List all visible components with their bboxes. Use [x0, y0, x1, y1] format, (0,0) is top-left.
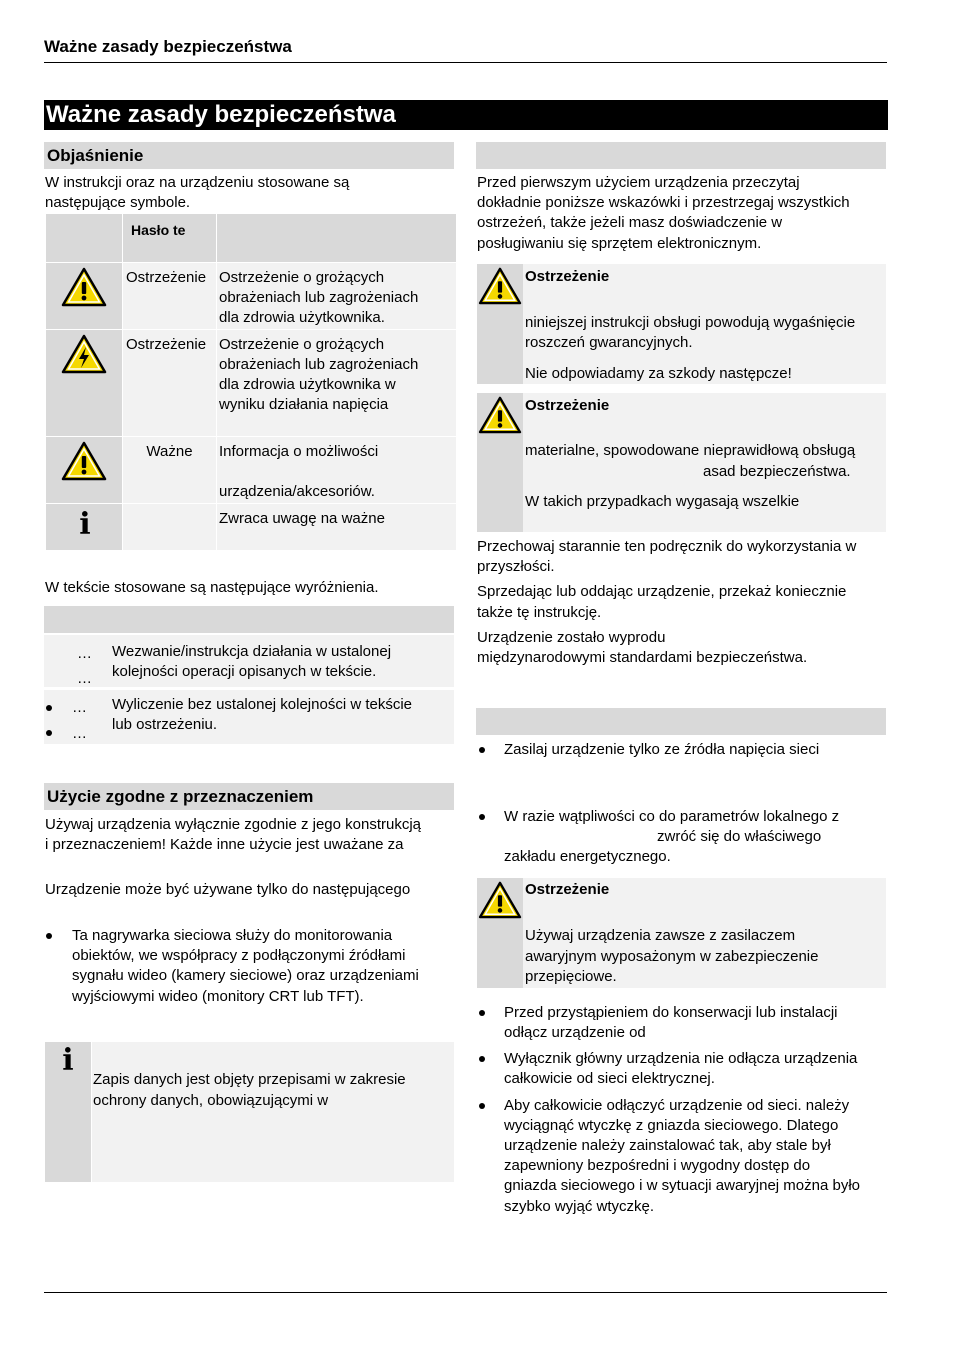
symbol-desc-1-c: dla zdrowia użytkownika.	[219, 309, 385, 326]
info-icon: i	[62, 1043, 74, 1078]
highlight-desc-1-b: kolejności operacji opisanych w tekście.	[112, 663, 377, 680]
bullet-3-c: urządzenie należy zainstalować tak, aby stale był	[504, 1137, 831, 1154]
note-line-1: Zapis danych jest objęty przepisami w zakresie	[93, 1071, 406, 1088]
symbol-desc-2-b: obrażeniach lub zagrożeniach	[219, 356, 419, 373]
warning-3-line-c: przepięciowe.	[525, 968, 617, 985]
bullet-mark	[479, 1103, 485, 1109]
bullet-3-b: wyciągnąć wtyczkę z gniazda sieciowego. Dlatego	[504, 1117, 839, 1134]
symbol-desc-2-d: wyniku działania napięcia	[219, 396, 389, 413]
footer-rule	[44, 1292, 887, 1293]
section-heading-right	[476, 142, 886, 169]
highlight-desc-2-a: Wyliczenie bez ustalonej kolejności w tekście	[112, 696, 412, 713]
highlights-intro: W tekście stosowane są następujące wyróżnienia.	[45, 579, 379, 596]
warning-3-line-a: Używaj urządzenia zawsze z zasilaczem	[525, 927, 796, 944]
warning-2-title: Ostrzeżenie	[525, 397, 610, 414]
bullet-3-a: Aby całkowicie odłączyć urządzenie od sieci. należy	[504, 1097, 850, 1114]
objasnienie-intro-1: W instrukcji oraz na urządzeniu stosowane są	[45, 174, 350, 191]
symbol-label-2: Ostrzeżenie	[126, 336, 207, 353]
electric-warning-icon	[61, 334, 107, 374]
keep-p-b: przyszłości.	[477, 558, 555, 575]
right-intro-a: Przed pierwszym użyciem urządzenia przeczytaj	[477, 174, 800, 191]
right-intro-b: dokładnie poniższe wskazówki i przestrzegaj wszystkich	[477, 194, 850, 211]
list-mark-1: …	[72, 699, 87, 716]
section-heading-objasnienie: Objaśnienie	[44, 142, 454, 169]
warning-1-line-b: roszczeń gwarancyjnych.	[525, 334, 693, 351]
table-col-header: Hasło te	[131, 222, 186, 238]
bullet-3-e: gniazda sieciowego i w sytuacji awaryjnej można było	[504, 1177, 861, 1194]
uzycie-bullet-d: wyjściowymi wideo (monitory CRT lub TFT).	[72, 988, 364, 1005]
highlight-desc-2-b: lub ostrzeżeniu.	[112, 716, 218, 733]
main-title: Ważne zasady bezpieczeństwa	[44, 100, 888, 130]
warning-2-line-a: materialne, spowodowane nieprawidłową obsługą	[525, 442, 856, 459]
right-intro-c: ostrzeżeń, także jeżeli masz doświadczenie w	[477, 214, 783, 231]
right-intro-d: posługiwaniu się sprzętem elektronicznym.	[477, 235, 762, 252]
list-mark-2: …	[72, 725, 87, 742]
bullet-mark	[46, 933, 52, 939]
warning-icon	[478, 881, 522, 919]
note-box	[92, 1042, 454, 1182]
symbol-table	[46, 214, 456, 550]
bullet-mark	[46, 730, 52, 736]
keep-p-a: Przechowaj starannie ten podręcznik do wykorzystania w	[477, 538, 857, 555]
symbol-desc-2-a: Ostrzeżenie o grożących	[219, 336, 385, 353]
step-mark-1: …	[77, 645, 92, 662]
warning-3-line-b: awaryjnym wyposażonym w zabezpieczenie	[525, 948, 819, 965]
warning-1-title: Ostrzeżenie	[525, 268, 610, 285]
section-heading-power	[476, 708, 886, 735]
info-icon: i	[79, 507, 91, 542]
bullet-1-a: Przed przystąpieniem do konserwacji lub instalacji	[504, 1004, 838, 1021]
bullet-2-a: Wyłącznik główny urządzenia nie odłącza urządzenia	[504, 1050, 858, 1067]
bullet-mark	[479, 1056, 485, 1062]
warning-icon	[478, 396, 522, 434]
sell-p-b: także tę instrukcję.	[477, 604, 602, 621]
symbol-label-3: Ważne	[146, 443, 193, 460]
sell-p-a: Sprzedając lub oddając urządzenie, przekaż koniecznie	[477, 583, 847, 600]
symbol-desc-4-a: Zwraca uwagę na ważne	[219, 510, 385, 527]
highlights-table-header	[44, 606, 454, 633]
symbol-desc-2-c: dla zdrowia użytkownika w	[219, 376, 396, 393]
bullet-mark	[479, 747, 485, 753]
uzycie-p2: Urządzenie może być używane tylko do następującego	[45, 881, 411, 898]
uzycie-bullet-a: Ta nagrywarka sieciowa służy do monitorowania	[72, 927, 393, 944]
uzycie-bullet-c: sygnału wideo (kamery sieciowe) oraz urządzeniami	[72, 967, 419, 984]
highlight-desc-1-a: Wezwanie/instrukcja działania w ustalonej	[112, 643, 392, 660]
bullet-3-f: szybko wyjąć wtyczkę.	[504, 1198, 655, 1215]
warning-1-line-a: niniejszej instrukcji obsługi powodują wygaśnięcie	[525, 314, 856, 331]
power-bullet-2-b: zwróć się do właściwego	[657, 828, 822, 845]
step-mark-2: …	[77, 670, 92, 687]
warning-1-extra: Nie odpowiadamy za szkody następcze!	[525, 365, 792, 382]
bullet-mark	[46, 705, 52, 711]
uzycie-p1-a: Używaj urządzenia wyłącznie zgodnie z jego konstrukcją	[45, 816, 422, 833]
power-bullet-2-a: W razie wątpliwości co do parametrów lokalnego z	[504, 808, 840, 825]
symbol-desc-3-a: Informacja o możliwości	[219, 443, 379, 460]
made-p-a: Urządzenie zostało wyprodu	[477, 629, 666, 646]
warning-2-extra: W takich przypadkach wygasają wszelkie	[525, 493, 800, 510]
section-heading-uzycie: Użycie zgodne z przeznaczeniem	[44, 783, 454, 810]
warning-icon	[478, 267, 522, 305]
symbol-desc-1-b: obrażeniach lub zagrożeniach	[219, 289, 419, 306]
bullet-1-b: odłącz urządzenie od	[504, 1024, 646, 1041]
symbol-desc-1-a: Ostrzeżenie o grożących	[219, 269, 385, 286]
power-bullet-2-c: zakładu energetycznego.	[504, 848, 671, 865]
note-line-2: ochrony danych, obowiązującymi w	[93, 1092, 329, 1109]
bullet-mark	[479, 814, 485, 820]
bullet-2-b: całkowicie od sieci elektrycznej.	[504, 1070, 715, 1087]
power-bullet-1: Zasilaj urządzenie tylko ze źródła napięcia sieci	[504, 741, 820, 758]
symbol-label-1: Ostrzeżenie	[126, 269, 207, 286]
bullet-mark	[479, 1010, 485, 1016]
objasnienie-intro-2: następujące symbole.	[45, 194, 191, 211]
uzycie-bullet-b: obiektów, we współpracy z podłączonymi źródłami	[72, 947, 406, 964]
page-header-title: Ważne zasady bezpieczeństwa	[44, 37, 292, 56]
warning-3-title: Ostrzeżenie	[525, 881, 610, 898]
warning-icon	[61, 267, 107, 307]
header-rule	[44, 62, 887, 63]
warning-icon	[61, 441, 107, 481]
made-p-b: międzynarodowymi standardami bezpieczeństwa.	[477, 649, 808, 666]
warning-2-line-b: asad bezpieczeństwa.	[703, 463, 851, 480]
bullet-3-d: zapewniony bezpośredni i wygodny dostęp do	[504, 1157, 811, 1174]
symbol-desc-3-c: urządzenia/akcesoriów.	[219, 483, 375, 500]
uzycie-p1-b: i przeznaczeniem! Każde inne użycie jest uważane za	[45, 836, 404, 853]
